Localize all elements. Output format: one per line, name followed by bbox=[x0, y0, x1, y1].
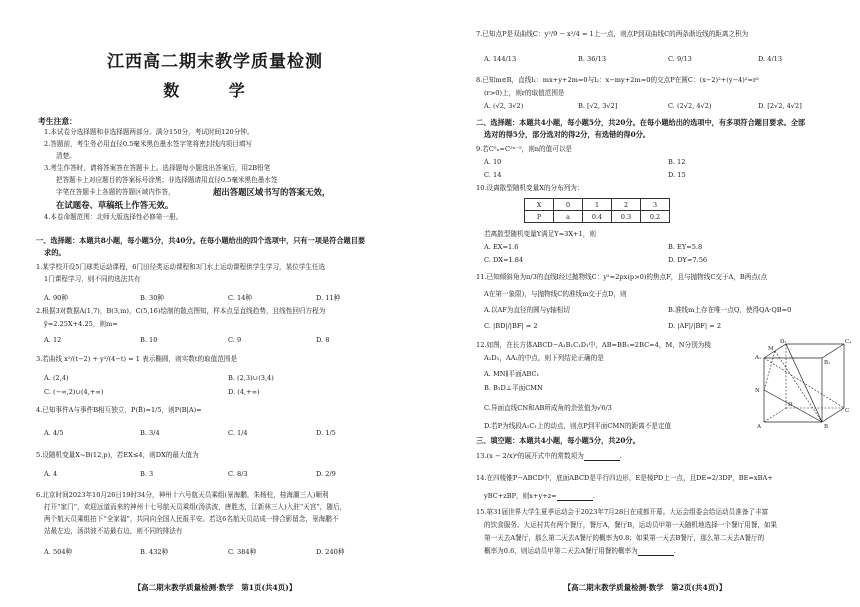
question-10: 10.设离散型随机变量X的分布列为： bbox=[476, 184, 584, 192]
question-6: 两个航天员乘组拍下“全家福”，共同向全国人民报平安。若这6名航天员站成一排合影留念，景海鹏不 bbox=[44, 515, 339, 523]
hidden-edge bbox=[764, 408, 786, 422]
option: D. |AF|/|BF| = 2 bbox=[668, 322, 722, 330]
option: B. 432种 bbox=[140, 548, 169, 556]
question-6: 站最左边，汤洪波不站最右边，则不同的排法有 bbox=[44, 527, 183, 535]
option: D. 4/13 bbox=[758, 55, 783, 63]
option: B. 10 bbox=[140, 336, 158, 344]
question-10-tail: 若离散型随机变量Y满足Y=3X+1，则 bbox=[484, 230, 596, 238]
section-heading: 一、选择题：本题共8小题，每小题5分，共40分。在每小题给出的四个选项中，只有一项是符合题目要 bbox=[36, 236, 366, 245]
option: B. 3 bbox=[140, 470, 154, 478]
option: D. 15 bbox=[668, 171, 686, 179]
question-3: 3.若曲线 x²/(t−2) + y²/(4−t) = 1 表示椭圆，则实数t的取值范围是 bbox=[36, 355, 238, 363]
option: D. [2√2, 4√2] bbox=[758, 102, 802, 110]
option: D. DY=7.56 bbox=[668, 256, 708, 264]
option: D. 240种 bbox=[316, 548, 345, 556]
question-15: 15.第31届世界大学生夏季运动会于2023年7月28日在成都开幕。大运会组委会给运动员准备了丰富 bbox=[476, 508, 769, 516]
notice-line: 4.本卷命题范围：北师大版选择性必修第一册。 bbox=[44, 213, 183, 221]
option: B. 12 bbox=[668, 158, 686, 166]
question-11: A在第一象限)，与抛物线C的准线m交于点D，则 bbox=[484, 290, 627, 298]
question-6: 打开“家门”，欢迎远道而来的神州十七号航天员乘组(汤洪波，唐胜杰，江新林三人)入驻“天宫”，随后， bbox=[44, 503, 347, 511]
vertex-label: D₁ bbox=[780, 339, 787, 345]
option: C. (−∞,2)∪(4,+∞) bbox=[44, 388, 104, 396]
notice-line: 2.答题前，考生务必用直径0.5毫米黑色墨水签字笔将密封线内项目填写 bbox=[44, 140, 252, 148]
table-row bbox=[525, 211, 670, 223]
question-1: 1.某学校开设5门球类运动课程，6门田径类运动课程和3门水上运动课程供学生学习，某位学生任选 bbox=[36, 263, 326, 271]
notice-highlight: 在试题卷、草稿纸上作答无效。 bbox=[56, 200, 174, 210]
option: C. 8/3 bbox=[228, 470, 248, 478]
notice-line: 1.本试卷分选择题和非选择题两部分。满分150分，考试时间120分钟。 bbox=[44, 128, 254, 136]
question-8: (r>0)上，则r的取值范围是 bbox=[484, 89, 565, 97]
cube-edge bbox=[764, 344, 844, 358]
option: A. 12 bbox=[44, 336, 62, 344]
notice-line: 字笔在答题卡上各题的答题区域内作答， bbox=[56, 188, 175, 196]
answer-blank bbox=[584, 453, 620, 461]
question-14-text: yBC+zBP，则x+y+z= bbox=[484, 492, 557, 500]
table-cell: 1 bbox=[583, 199, 612, 211]
option: D. 11种 bbox=[316, 294, 341, 302]
option: A. 144/13 bbox=[484, 55, 517, 63]
question-8: 8.已知m∈R，直线l₁：mx+y+2m=0与l₂：x−my+2m=0的交点P在圆C：(x−2)²+(y−4)²=r² bbox=[476, 76, 759, 84]
option: B. [√2, 3√2] bbox=[578, 102, 618, 110]
table-cell: 2 bbox=[612, 199, 641, 211]
hidden-edge bbox=[775, 351, 822, 422]
notice-line: 清楚。 bbox=[56, 152, 76, 160]
section-heading: 选对的得5分，部分选对的得2分，有选错的得0分。 bbox=[484, 130, 650, 139]
question-1: 1门课程学习，则不同的选法共有 bbox=[44, 275, 141, 283]
option: A. (2,4) bbox=[44, 374, 69, 382]
option: B. (2,3)∪(3,4) bbox=[228, 374, 274, 382]
cube-edge bbox=[764, 408, 844, 422]
option: A. 10 bbox=[484, 158, 502, 166]
question-13: 13.(x − 2/x)⁶的展开式中的常数项为 . bbox=[476, 452, 622, 460]
table-cell: 3 bbox=[641, 199, 670, 211]
option: A. 4 bbox=[44, 470, 58, 478]
option: B.准线m上存在唯一点Q，使得QA·QB=0 bbox=[668, 306, 792, 314]
table-cell: 0.3 bbox=[612, 211, 641, 223]
page-footer: 【高二期末教学质量检测·数学 第2页(共4页)】 bbox=[563, 583, 727, 592]
question-5: 5.设随机变量X~B(12,p)，若EX≤4，则DX的最大值为 bbox=[36, 451, 199, 459]
question-6: 6.北京时间2023年10月26日19时34分，神州十六号航天员乘组(景海鹏，朱杨柱，桂海潮三人)顺利 bbox=[36, 491, 329, 499]
option: C. 14种 bbox=[228, 294, 252, 302]
option: B. 30种 bbox=[140, 294, 165, 302]
question-14: yBC+zBP，则x+y+z= . bbox=[484, 492, 595, 500]
table-cell: 0 bbox=[554, 199, 583, 211]
option: D. (4,+∞) bbox=[228, 388, 260, 396]
table-cell: P bbox=[525, 211, 554, 223]
cube-edge bbox=[764, 390, 822, 422]
vertex-label: C₁ bbox=[845, 339, 852, 345]
vertex-label: D bbox=[788, 402, 793, 408]
option: C. 9/13 bbox=[668, 55, 692, 63]
option: C.异面直线CN和AB所成角的余弦值为√6/3 bbox=[484, 404, 612, 412]
question-11: 11.已知倾斜角为π/3的直线l经过抛物线C：y²=2px(p>0)的焦点F，且与抛物线C交于A，B两点(点 bbox=[476, 273, 768, 281]
question-15: 的饮食服务。大运村共有两个餐厅，餐厅A，餐厅B，运动员甲第一天随机地选择一个餐厅用餐，如果 bbox=[484, 521, 778, 529]
section-heading: 二、选择题：本题共4小题，每小题5分，共20分。在每小题给出的选项中，有多项符合题目要求。全部 bbox=[476, 118, 806, 127]
option: C. (2√2, 4√2) bbox=[668, 102, 712, 110]
page-footer: 【高二期末教学质量检测·数学 第1页(共4页)】 bbox=[133, 583, 297, 592]
question-14: 14.在四棱锥P−ABCD中，底面ABCD是平行四边形，E是棱PD上一点，且DE=2/3DP，BE=xBA+ bbox=[476, 474, 773, 482]
question-7: 7.已知点P是双曲线C：y²/9 − x²/4 = 1上一点，则点P到双曲线C的两条渐近线的距离之积为 bbox=[476, 30, 749, 38]
option: D. 8 bbox=[316, 336, 330, 344]
option: D. 1/5 bbox=[316, 429, 336, 437]
notice-line: 把答题卡上对应题目的答案标号涂黑；非选择题请用直径0.5毫米黑色墨水签 bbox=[56, 176, 278, 184]
vertex-label: M bbox=[768, 346, 774, 352]
question-12: 12.如图，在长方体ABCD−A₁B₁C₁D₁中，AB=BB₁=2BC=4，M，N分别为棱 bbox=[476, 341, 711, 349]
vertex-label: C bbox=[845, 408, 850, 414]
option: A. 4/5 bbox=[44, 429, 64, 437]
option: D.若P为线段A₁C₁上的动点，则点P到平面CMN的距离不是定值 bbox=[484, 422, 672, 430]
option: D. 2/9 bbox=[316, 470, 336, 478]
question-2: 2.根据3对数据A(1,7)，B(3,m)，C(5,16)绘制的散点图知，样本点呈直线趋势，且线性回归方程为 bbox=[36, 307, 326, 315]
option: A. 504种 bbox=[44, 548, 73, 556]
subject-title: 数 学 bbox=[163, 81, 267, 100]
table-cell: 0.4 bbox=[583, 211, 612, 223]
vertex-label: A bbox=[757, 424, 761, 430]
option: C. |BD|/|BF| = 2 bbox=[484, 322, 538, 330]
option: B. B₁D⊥平面CMN bbox=[484, 384, 543, 392]
vertex-label: A₁ bbox=[755, 355, 762, 361]
vertex-label: B₁ bbox=[824, 360, 831, 366]
option: B. EY=5.8 bbox=[668, 243, 703, 251]
option: A.以AF为直径的圆与y轴相切 bbox=[484, 306, 570, 314]
notice-highlight: 超出答题区域书写的答案无效， bbox=[213, 187, 331, 197]
vertex-label: B bbox=[824, 424, 829, 430]
table-cell: a bbox=[554, 211, 583, 223]
option: A. MN∥平面ABC₁ bbox=[484, 370, 540, 378]
question-4: 4.已知事件A与事件B相互独立，P(B̄)=1/5，则P(B|A)= bbox=[36, 406, 202, 414]
answer-blank bbox=[638, 548, 674, 556]
answer-blank bbox=[557, 493, 593, 501]
option: C. 1/4 bbox=[228, 429, 248, 437]
page-2 bbox=[430, 0, 860, 607]
option: A. 90种 bbox=[44, 294, 68, 302]
option: C. 384种 bbox=[228, 548, 257, 556]
distribution-table bbox=[524, 198, 670, 223]
question-15: 第一天去A餐厅，那么第二天去A餐厅的概率为0.8；如果第一天去B餐厅，那么第二天去A餐厅的 bbox=[484, 534, 765, 542]
question-12: A₁D₁，AA₁的中点，则下列结论正确的是 bbox=[484, 354, 604, 362]
option: A. (√2, 3√2) bbox=[484, 102, 524, 110]
cuboid-figure bbox=[752, 338, 852, 430]
question-13-text: 13.(x − 2/x)⁶的展开式中的常数项为 bbox=[476, 452, 584, 460]
question-9: 9.若C⁵ₙ=C²ⁿ⁻⁵，则n的值可以是 bbox=[476, 145, 573, 153]
table-row bbox=[525, 199, 670, 211]
option: B. 36/13 bbox=[578, 55, 607, 63]
notice-line: 3.考生作答时，请将答案答在答题卡上。选择题每小题选出答案后，用2B铅笔 bbox=[44, 164, 271, 172]
option: A. EX=1.6 bbox=[484, 243, 519, 251]
option: C. DX=1.84 bbox=[484, 256, 524, 264]
option: B. 3/4 bbox=[140, 429, 160, 437]
option: C. 14 bbox=[484, 171, 502, 179]
question-15-text: 概率为0.6，则运动员甲第二天去A餐厅用餐的概率为 bbox=[484, 547, 638, 555]
question-15: 概率为0.6，则运动员甲第二天去A餐厅用餐的概率为 . bbox=[484, 547, 676, 555]
vertex-label: N bbox=[755, 388, 760, 394]
exam-title: 江西高二期末教学质量检测 bbox=[107, 52, 323, 72]
hidden-edge bbox=[764, 358, 844, 408]
question-2: ŷ=2.25X+4.25，则m= bbox=[44, 320, 118, 328]
table-cell: X bbox=[525, 199, 554, 211]
option: C. 9 bbox=[228, 336, 242, 344]
table-cell: 0.2 bbox=[641, 211, 670, 223]
notice-heading: 考生注意： bbox=[38, 117, 77, 126]
section-heading: 求的。 bbox=[44, 248, 66, 257]
section-heading: 三、填空题：本题共4小题，每小题5分，共20分。 bbox=[476, 436, 640, 445]
